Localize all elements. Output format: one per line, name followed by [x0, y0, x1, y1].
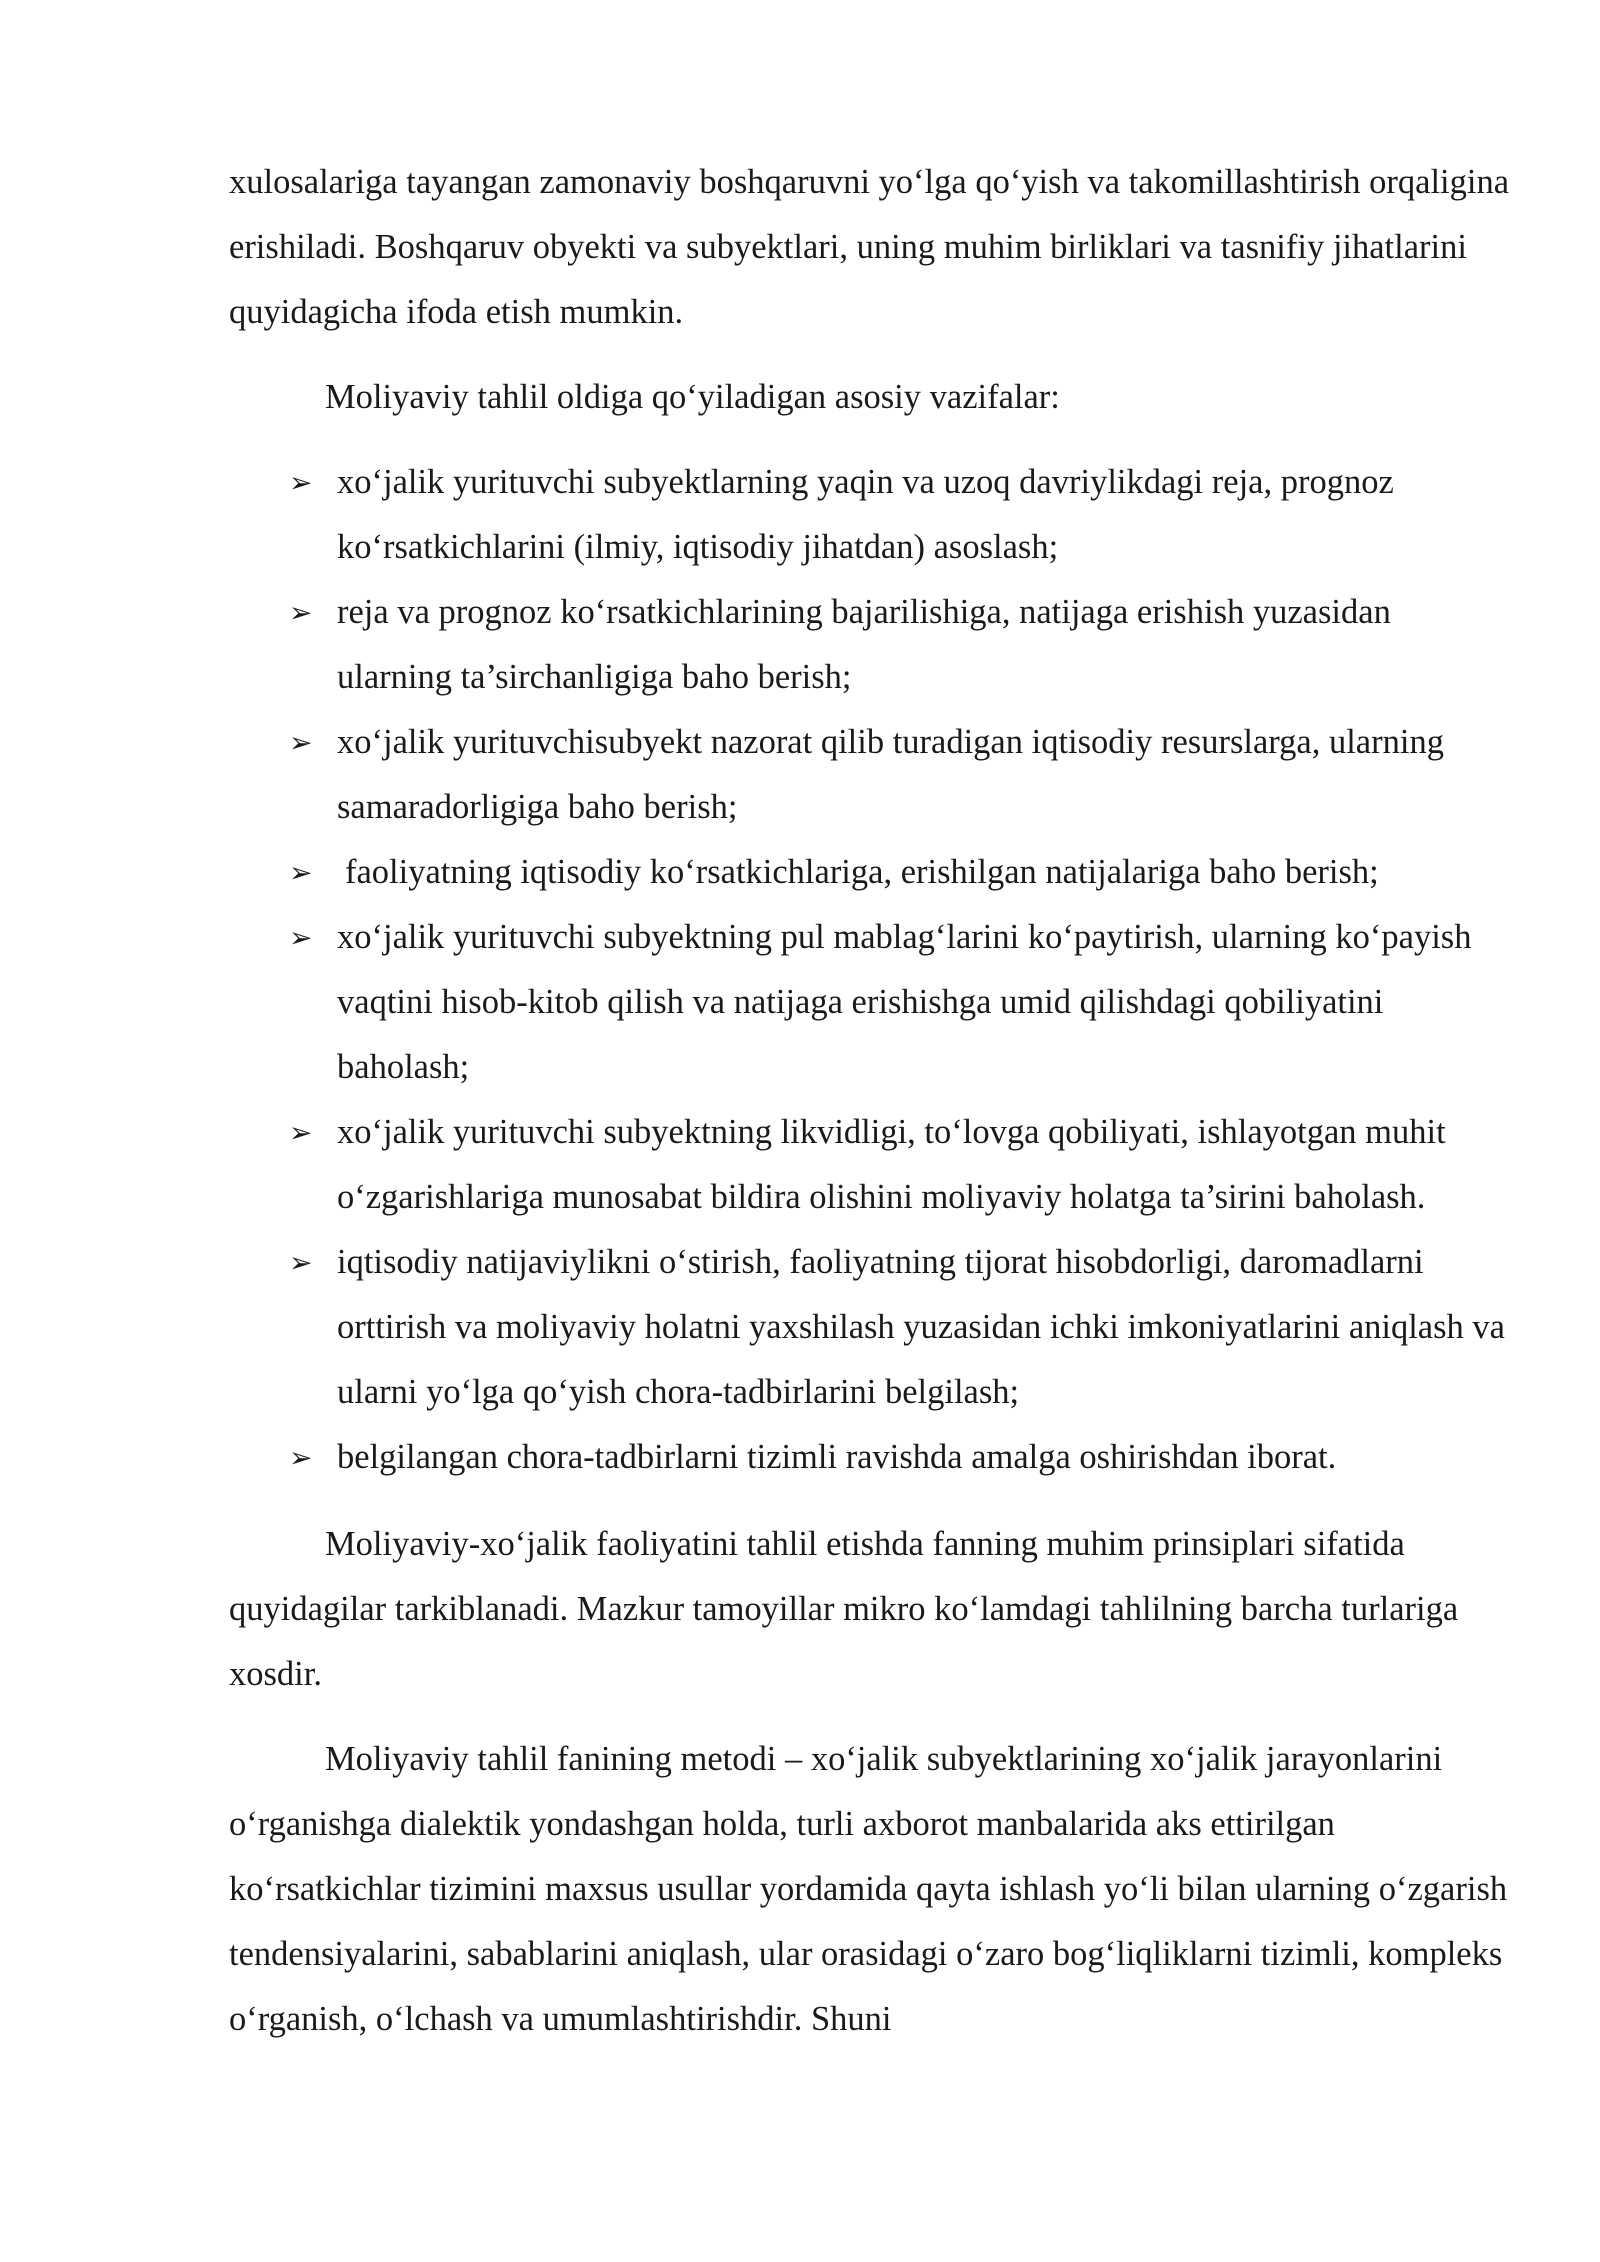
list-item-text: reja va prognoz ko‘rsatkichlarining bajarilishiga, natijaga erishish yuzasidan ularning ta’sirchanligiga baho berish; [337, 593, 1391, 696]
document-page [229, 150, 1511, 2052]
list-item-text: xo‘jalik yurituvchi subyektning pul mablag‘larini ko‘paytirish, ularning ko‘payish vaqtini hisob-kitob qilish va natijaga erishishga umid qilishdagi qobiliyatini baholash; [337, 918, 1472, 1086]
list-item [289, 1230, 1511, 1425]
list-item [289, 840, 1511, 905]
tasks-heading: Moliyaviy tahlil oldiga qo‘yiladigan asosiy vazifalar: [325, 378, 1060, 416]
list-item-text: belgilangan chora-tadbirlarni tizimli ravishda amalga oshirishdan iborat. [337, 1438, 1337, 1476]
method-paragraph: Moliyaviy tahlil fanining metodi – xo‘jalik subyektlarining xo‘jalik jarayonlarini o‘rganishga dialektik yondashgan holda, turli axborot manbalarida aks ettirilgan ko‘rsatkichlar tizimini maxsus usullar yordamida qayta ishlash yo‘li bilan ularning o‘zgarish tendensiyalarini, sabablarini aniqlash, ular orasidagi o‘zaro bog‘liqliklarni tizimli, kompleks o‘rganish, o‘lchash va umumlashtirishdir. Shuni [229, 1740, 1508, 2038]
list-item [289, 580, 1511, 710]
arrowhead-bullet-icon: ➢ [289, 596, 313, 629]
list-item [289, 1100, 1511, 1230]
list-item [289, 710, 1511, 840]
list-item [289, 450, 1511, 580]
tasks-list [289, 450, 1511, 1490]
arrowhead-bullet-icon: ➢ [289, 856, 313, 889]
principles-paragraph: Moliyaviy-xo‘jalik faoliyatini tahlil etishda fanning muhim prinsiplari sifatida quyidagilar tarkiblanadi. Mazkur tamoyillar mikro ko‘lamdagi tahlilning barcha turlariga xosdir. [229, 1525, 1459, 1693]
list-item-text: xo‘jalik yurituvchi subyektlarning yaqin va uzoq davriylikdagi reja, prognoz ko‘rsatkichlarini (ilmiy, iqtisodiy jihatdan) asoslash; [337, 463, 1394, 566]
intro-paragraph: xulosalariga tayangan zamonaviy boshqaruvni yo‘lga qo‘yish va takomillashtirish orqaligina erishiladi. Boshqaruv obyekti va subyektlari, uning muhim birliklari va tasnifiy jihatlarini quyidagicha ifoda etish mumkin. [229, 163, 1510, 331]
list-item [289, 1425, 1511, 1490]
list-item-text: faoliyatning iqtisodiy ko‘rsatkichlariga, erishilgan natijalariga baho berish; [345, 853, 1379, 891]
list-item [289, 905, 1511, 1100]
list-item-text: xo‘jalik yurituvchisubyekt nazorat qilib turadigan iqtisodiy resurslarga, ularning samaradorligiga baho berish; [337, 723, 1444, 826]
list-item-text: xo‘jalik yurituvchi subyektning likvidligi, to‘lovga qobiliyati, ishlayotgan muhit o‘zgarishlariga munosabat bildira olishini moliyaviy holatga ta’sirini baholash. [337, 1113, 1446, 1216]
arrowhead-bullet-icon: ➢ [289, 921, 313, 954]
arrowhead-bullet-icon: ➢ [289, 466, 313, 499]
arrowhead-bullet-icon: ➢ [289, 1246, 313, 1279]
arrowhead-bullet-icon: ➢ [289, 726, 313, 759]
arrowhead-bullet-icon: ➢ [289, 1441, 313, 1474]
arrowhead-bullet-icon: ➢ [289, 1116, 313, 1149]
list-item-text: iqtisodiy natijaviylikni o‘stirish, faoliyatning tijorat hisobdorligi, daromadlarni orttirish va moliyaviy holatni yaxshilash yuzasidan ichki imkoniyatlarini aniqlash va ularni yo‘lga qo‘yish chora-tadbirlarini belgilash; [337, 1243, 1505, 1411]
